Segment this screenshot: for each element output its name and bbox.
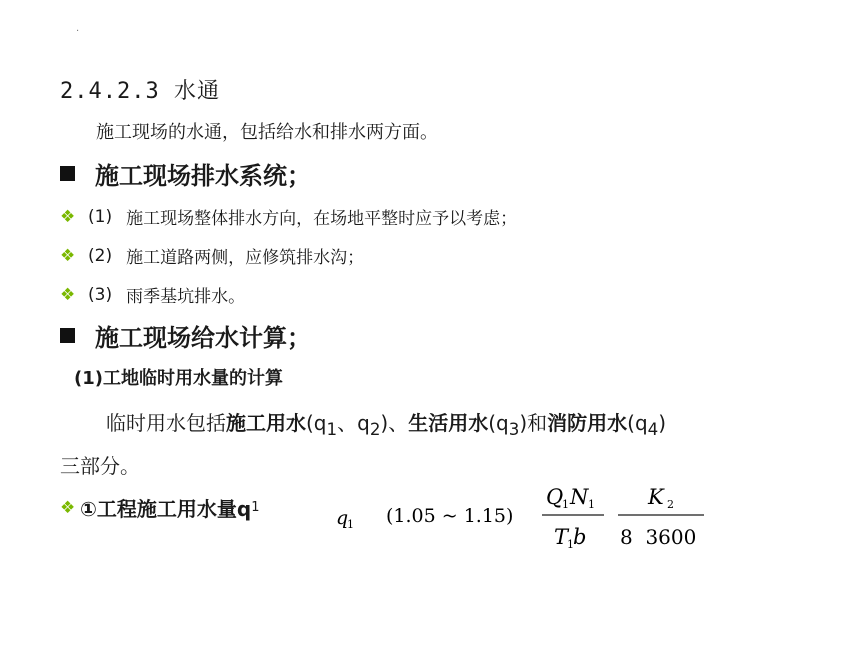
para-sub: 4 [647,420,659,439]
formula-item [60,493,260,522]
list-item [60,204,517,229]
section-heading: 2.4.2.3 水通 [60,79,220,104]
para-text: 、q [337,411,370,435]
section-supply [60,318,311,353]
formula-num-q: Q [546,485,564,509]
item-number: (1) [88,206,113,227]
section-drainage [60,156,311,191]
formula-num-k: K [648,485,664,509]
para-text: (q [488,411,509,435]
formula-num-k-sub: 2 [667,498,674,511]
intro-text: 施工现场的水通，包括给水和排水两方面。 [96,122,438,143]
item-number: (2) [88,245,113,266]
formula-lhs-sub: 1 [347,518,354,531]
list-item [60,243,364,268]
formula-coefficient: (1.05 ~ 1.15) [386,505,514,527]
formula-den-t-sub: 1 [567,538,574,551]
para-text: 临时用水包括 [106,411,226,435]
paragraph-end: 三部分。 [60,454,140,478]
para-sub: 1 [326,420,338,439]
section-supply-title: 施工现场给水计算； [95,324,311,352]
decor-dot: · [76,26,80,37]
black-square-icon [60,166,75,181]
para-text: )、 [380,411,409,435]
para-sub: 3 [508,420,520,439]
diamond-bullet-icon: ❖ [60,284,76,305]
para-bold: 施工用水 [226,411,306,435]
para-text: (q [627,411,648,435]
item-number: (3) [88,284,113,305]
item-text: 施工道路两侧，应修筑排水沟； [126,248,365,268]
item-text: 施工现场整体排水方向，在场地平整时应予以考虑； [126,209,518,229]
paragraph [106,407,666,439]
formula-item-label: ①工程施工用水量q [80,497,252,521]
para-text: )和 [519,411,548,435]
formula-den-t: T [554,525,569,549]
black-square-icon [60,328,75,343]
formula-num-n-sub: 1 [588,498,595,511]
diamond-bullet-icon: ❖ [60,206,76,227]
section-drainage-title: 施工现场排水系统； [95,162,311,190]
formula-num-n: N [570,485,589,509]
para-bold: 生活用水 [408,411,489,435]
formula-item-sub: 1 [251,500,260,515]
para-text: ) [658,411,667,435]
formula-den-2: 8 3600 [620,525,697,549]
list-item [60,282,245,307]
diamond-bullet-icon: ❖ [60,245,76,266]
item-text: 雨季基坑排水。 [126,287,246,307]
diamond-bullet-icon: ❖ [60,497,76,518]
para-bold: 消防用水 [547,411,628,435]
para-text: (q [306,411,327,435]
formula [330,478,730,558]
formula-den-b: b [573,525,587,549]
formula-lhs: q [336,507,349,529]
formula-num-q-sub: 1 [562,498,569,511]
subheading: (1)工地临时用水量的计算 [74,368,283,389]
para-sub: 2 [369,420,381,439]
